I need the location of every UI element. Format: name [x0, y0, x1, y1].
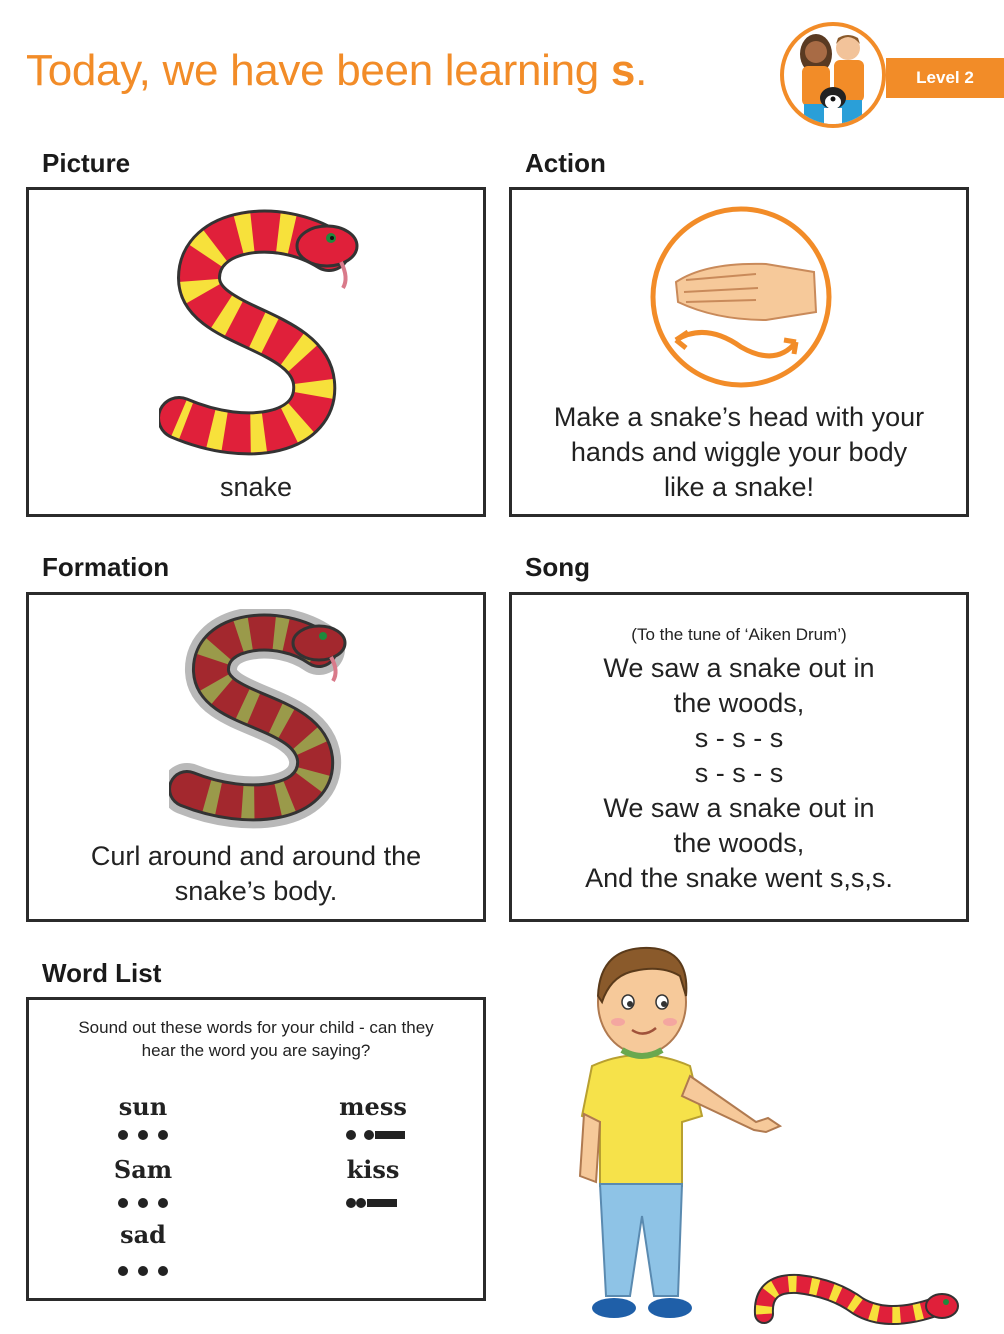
- title-prefix: Today, we have been learning: [26, 46, 611, 95]
- action-line-3: like a snake!: [663, 472, 815, 502]
- picture-heading: Picture: [42, 148, 131, 178]
- word-list-heading: Word List: [42, 958, 162, 988]
- picture-box: [26, 187, 486, 517]
- instruction-line-2: hear the word you are saying?: [141, 1041, 371, 1060]
- formation-line-2: snake’s body.: [174, 876, 338, 906]
- word-kiss: kiss: [346, 1155, 400, 1184]
- level-badge: Level 2: [886, 58, 1004, 98]
- sound-button-dots-icon: [73, 1128, 213, 1142]
- formation-line-1: Curl around and around the: [90, 841, 422, 871]
- song-line-2: the woods,: [673, 688, 805, 718]
- song-line-7: And the snake went s,s,s.: [585, 863, 893, 893]
- action-line-2: hands and wiggle your body: [570, 437, 908, 467]
- sound-button-dots-icon: [73, 1196, 213, 1210]
- action-line-1: Make a snake’s head with your: [553, 402, 925, 432]
- instruction-line-1: Sound out these words for your child - can they: [78, 1018, 434, 1037]
- action-caption: [512, 400, 966, 505]
- song-box: [509, 592, 969, 922]
- action-box: [509, 187, 969, 517]
- song-heading: Song: [525, 552, 590, 582]
- word-sad: sad: [120, 1220, 166, 1249]
- word-sun: sun: [118, 1092, 168, 1121]
- formation-caption: [29, 839, 483, 909]
- song-line-6: the woods,: [673, 828, 805, 858]
- song-line-5: We saw a snake out in: [603, 793, 875, 823]
- song-line-3: s - s - s: [694, 723, 784, 753]
- sound-button-dots-icon: [73, 1264, 213, 1278]
- hands-action-icon: [646, 202, 836, 392]
- formation-heading: Formation: [42, 552, 170, 582]
- song-line-4: s - s - s: [694, 758, 784, 788]
- word-sam: Sam: [113, 1155, 173, 1184]
- song-line-1: We saw a snake out in: [603, 653, 875, 683]
- action-heading: Action: [525, 148, 606, 178]
- word-mess: mess: [339, 1092, 407, 1121]
- word-list-box: [26, 997, 486, 1301]
- small-snake-illustration-icon: [748, 1262, 964, 1332]
- song-tune: (To the tune of ‘Aiken Drum’): [631, 625, 847, 644]
- song-lyrics: [512, 651, 966, 896]
- title-letter: s: [610, 46, 636, 95]
- sound-button-dots-bar-icon: [303, 1128, 443, 1142]
- word-list-instruction: [29, 1016, 483, 1062]
- page-title: [26, 46, 647, 96]
- picture-caption: snake: [219, 472, 293, 502]
- snake-illustration-icon: [159, 208, 359, 468]
- children-dog-badge-icon: [780, 22, 886, 128]
- sound-button-dots-bar-icon: [303, 1196, 443, 1210]
- title-suffix: .: [635, 46, 648, 95]
- formation-box: [26, 592, 486, 922]
- formation-snake-icon: [169, 609, 359, 829]
